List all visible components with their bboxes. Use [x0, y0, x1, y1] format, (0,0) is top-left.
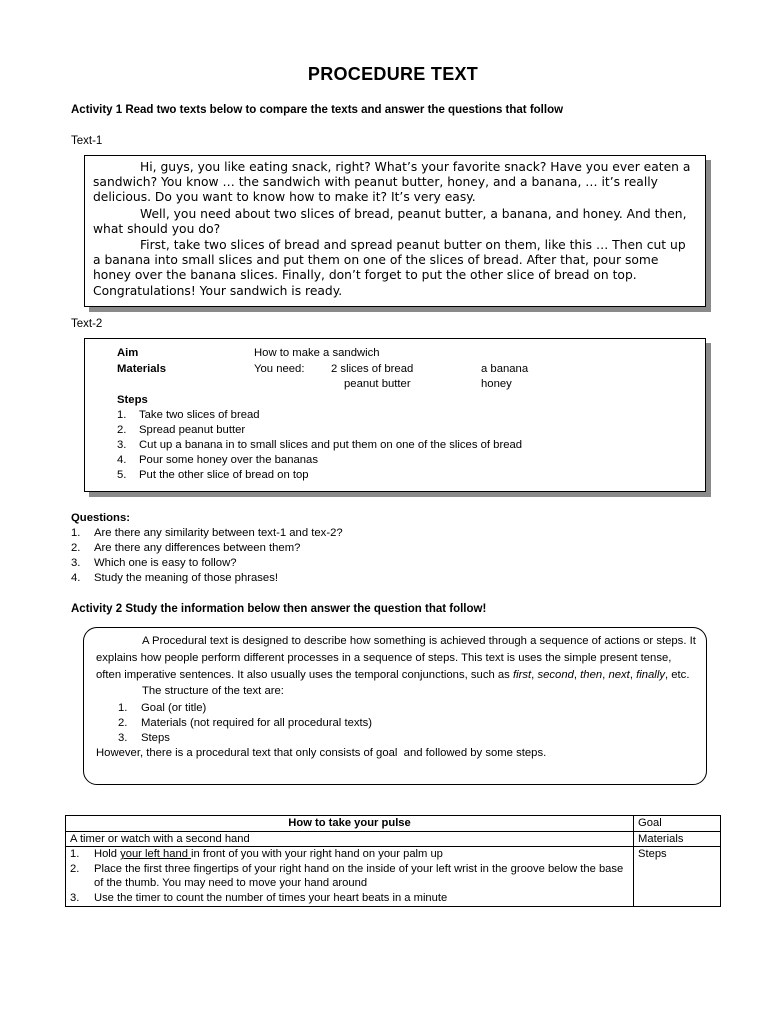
sandwich-steps-list [117, 408, 705, 483]
list-item: 3. Which one is easy to follow? [71, 556, 237, 569]
procedural-text-info-box [83, 627, 707, 785]
material-item: honey [481, 378, 512, 390]
list-item: 3. Steps [118, 732, 170, 745]
list-item: 2. Spread peanut butter [117, 424, 246, 436]
pulse-steps-cell [66, 847, 634, 906]
list-item: 2. Are there any differences between them? [71, 541, 301, 554]
pulse-materials-value: A timer or watch with a second hand [66, 831, 634, 847]
questions-list [71, 526, 631, 586]
info-paragraph: A Procedural text is designed to describe how something is achieved through a sequence of actions or steps. It explains how people perform different processes in a sequence of steps. This text is uses the simple present tense, often imperative sentences. It also usually uses the temporal conjunctions, such as first, second, then, next, finally, etc. [96, 635, 696, 681]
questions-heading: Questions: [71, 512, 130, 524]
steps-label: Steps [117, 394, 148, 406]
table-row [66, 847, 721, 906]
steps-label-cell: Steps [634, 847, 721, 906]
info-closing: However, there is a procedural text that only consists of goal and followed by some steps. [96, 747, 547, 760]
aim-label: Aim [117, 347, 139, 359]
list-item: 2. Materials (not required for all procedural texts) [118, 717, 373, 730]
structure-list [96, 700, 696, 745]
list-item: 1. Take two slices of bread [117, 409, 260, 421]
text2-label: Text-2 [71, 318, 103, 330]
material-item: peanut butter [344, 378, 411, 390]
list-item: 1. Hold your left hand in front of you with your right hand on your palm up [70, 848, 443, 861]
list-item: 2. Place the first three fingertips of your right hand on the inside of your left wrist in the groove below the base of the thumb. You may need to move your hand around [70, 862, 624, 890]
activity2-heading: Activity 2 Study the information below then answer the question that follow! [71, 603, 487, 615]
pulse-procedure-table [65, 815, 721, 907]
questions-section [71, 511, 631, 586]
materials-label: Materials [117, 363, 166, 375]
page-title: PROCEDURE TEXT [307, 64, 479, 84]
pulse-steps-list [70, 847, 629, 905]
text1-box [84, 155, 706, 307]
list-item: 5. Put the other slice of bread on top [117, 469, 309, 481]
activity1-heading: Activity 1 Read two texts below to compare the texts and answer the questions that follow [71, 104, 564, 116]
structure-intro: The structure of the text are: [142, 685, 284, 698]
text2-box [84, 338, 706, 492]
you-need-label: You need: [254, 363, 305, 375]
aim-value: How to make a sandwich [254, 347, 380, 359]
text1-paragraph-1: Hi, guys, you like eating snack, right? What’s your favorite snack? Have you ever eaten a sandwich? You know … the sandwich with peanut butter, honey, and a banana, … it’s really delicious. Do you want to know how to make it? It’s very easy. [93, 160, 691, 205]
list-item: 1. Goal (or title) [118, 702, 207, 715]
text1-paragraph-3: First, take two slices of bread and spread peanut butter on them, like this … Then cut up a banana into small slices and put them on one of the slices of bread. After that, pour some honey over the banana slices. Finally, don’t forget to put the other slice of bread on top. Congratulations! Your sandwich is ready. [93, 238, 686, 298]
materials-label-cell: Materials [634, 831, 721, 847]
list-item: 4. Pour some honey over the bananas [117, 454, 318, 466]
list-item: 3. Use the timer to count the number of times your heart beats in a minute [70, 891, 448, 904]
text1-paragraph-2: Well, you need about two slices of bread, peanut butter, a banana, and honey. And then, what should you do? [93, 206, 687, 236]
table-row [66, 831, 721, 847]
material-item: a banana [481, 363, 529, 375]
pulse-table-title: How to take your pulse [66, 816, 634, 832]
material-item: 2 slices of bread [331, 363, 414, 375]
list-item: 3. Cut up a banana in to small slices and put them on one of the slices of bread [117, 439, 523, 451]
text1-label: Text-1 [71, 135, 103, 147]
table-row [66, 816, 721, 832]
goal-label: Goal [634, 816, 721, 832]
list-item: 1. Are there any similarity between text-1 and tex-2? [71, 526, 343, 539]
list-item: 4. Study the meaning of those phrases! [71, 571, 279, 584]
